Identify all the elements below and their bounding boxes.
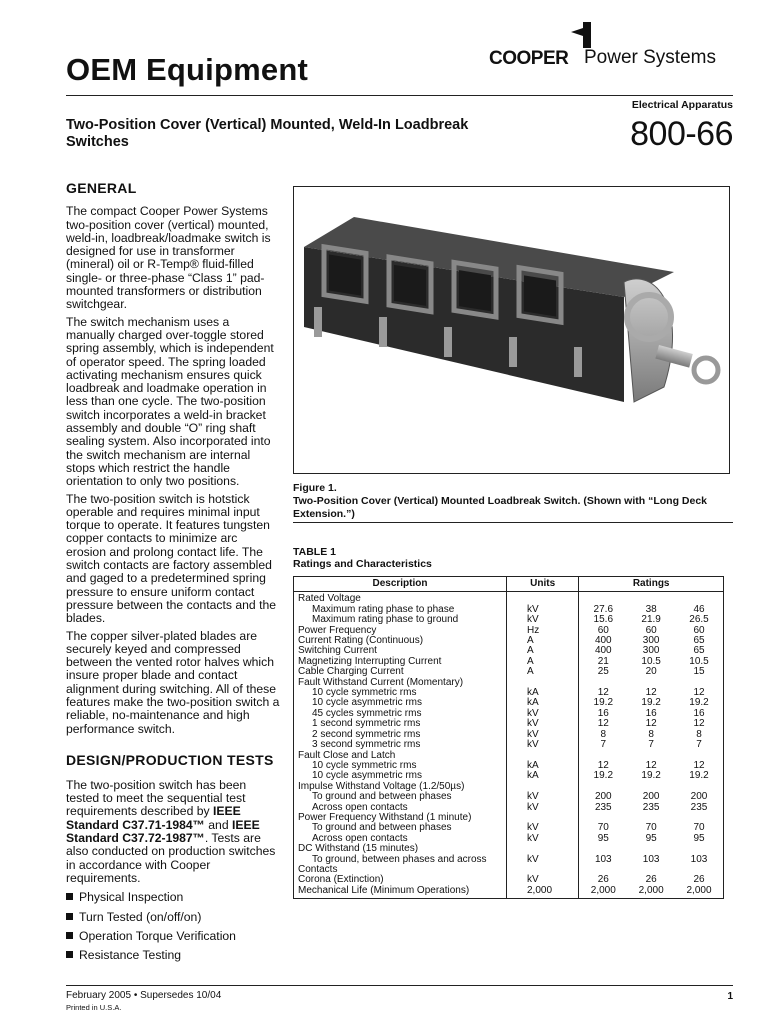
cell-description: Power Frequency [294,626,507,636]
cell-rating-3: 65 [693,635,705,647]
list-item [66,911,280,924]
cell-rating-2: 19.2 [641,770,661,782]
cell-description: To ground, between phases and across [294,855,507,865]
cell-rating-3: 60 [693,624,705,636]
cell-rating-3: 16 [693,707,705,719]
cell-description: To ground and between phases [294,792,507,802]
cell-rating-3: 235 [690,801,708,813]
cell-rating-2: 16 [645,707,657,719]
cell-rating-1: 26 [597,874,609,886]
cell-description: Fault Close and Latch [294,751,507,761]
figure-photo [293,186,730,474]
cell-rating-3: 12 [693,759,705,771]
column-header-description: Description [294,577,507,592]
table-title [293,546,432,570]
cell-units [507,782,579,792]
cell-rating-3: 2,000 [686,884,712,896]
category-label: Electrical Apparatus [631,99,733,111]
cell-rating-2: 103 [642,853,660,865]
cell-rating-2: 12 [645,718,657,730]
ieee-standard-2: IEEE Standard C37.72-1987™ [66,817,260,846]
cell-rating-2: 20 [645,666,657,678]
cell-description: To ground and between phases [294,823,507,833]
cell-description: Fault Withstand Current (Momentary) [294,678,507,688]
cell-rating-3: 7 [696,739,702,751]
cell-description: 10 cycle asymmetric rms [294,771,507,781]
test-list [66,891,280,962]
list-item-label: Physical Inspection [79,890,184,905]
page-number: 1 [727,991,733,1002]
figure-description: Two-Position Cover (Vertical) Mounted Loadbreak Switch. (Shown with “Long Deck Extension.”) [293,495,708,520]
cell-units: kV [507,823,579,833]
cell-units: A [507,667,579,677]
cell-rating-1 [579,592,627,605]
cell-description: Magnetizing Interrupting Current [294,657,507,667]
square-bullet-icon [66,951,73,958]
cell-units: kV [507,615,579,625]
cell-units [507,865,579,875]
cell-description: Current Rating (Continuous) [294,636,507,646]
cell-rating-3: 70 [693,822,705,834]
footer-printed: Printed in U.S.A. [66,1003,122,1012]
cell-rating-3: 200 [690,791,708,803]
cell-rating-1: 16 [597,707,609,719]
logo-power-systems-text: Power Systems [584,47,716,68]
cell-rating-2: 12 [645,759,657,771]
table-header-row [294,577,724,592]
list-item [66,891,280,904]
cell-rating-1: 27.6 [593,603,614,615]
table-row [294,886,724,899]
cell-units: kA [507,698,579,708]
cell-rating-2: 12 [645,687,657,699]
footer-date: February 2005 • Supersedes 10/04 [66,990,222,1001]
cell-rating-2: 21.9 [641,614,661,626]
cell-units: kV [507,803,579,813]
cell-units [507,813,579,823]
cell-rating-1: 95 [597,832,609,844]
cell-units: kV [507,719,579,729]
table-row [294,855,724,865]
logo-cooper-text: COOPER [489,48,569,69]
cell-rating-1: 25 [597,666,609,678]
cell-rating-1: 12 [597,718,609,730]
cell-units: kV [507,605,579,615]
cell-units: kV [507,709,579,719]
cell-description: 45 cycles symmetric rms [294,709,507,719]
cell-rating-3: 103 [690,853,708,865]
cell-rating-1: 400 [594,635,612,647]
cell-rating-2: 7 [648,739,654,751]
cell-rating-3: 26 [693,874,705,886]
figure-caption [293,482,733,521]
cell-description: Corona (Extinction) [294,875,507,885]
cell-rating-2: 8 [648,728,654,740]
footer-info [66,991,221,1013]
cell-rating-3: 15 [693,666,705,678]
cell-rating-3: 10.5 [689,655,709,667]
table-caption: Ratings and Characteristics [293,558,432,570]
cell-rating-3: 8 [696,728,702,740]
cell-description: Switching Current [294,646,507,656]
cell-rating-1: 15.6 [593,614,614,626]
ieee-standard-1: IEEE Standard C37.71-1984™ [66,804,241,832]
cell-units: kV [507,834,579,844]
cell-units [507,678,579,688]
square-bullet-icon [66,893,73,900]
cell-rating-2: 300 [642,645,660,657]
cell-units [507,751,579,761]
cell-rating-3: 26.5 [689,614,709,626]
list-item-label: Operation Torque Verification [79,928,236,943]
cell-rating-3: 65 [693,645,705,657]
cell-rating-2: 235 [642,801,660,813]
cell-rating-3 [675,844,724,854]
document-number: 800-66 [630,115,733,153]
cell-rating-2: 38 [645,603,657,615]
cell-units [507,844,579,854]
cell-description: Across open contacts [294,834,507,844]
list-item [66,949,280,962]
cell-units: A [507,636,579,646]
footer-divider [66,985,733,986]
table-number: TABLE 1 [293,546,336,558]
square-bullet-icon [66,913,73,920]
figure-label: Figure 1. [293,482,337,494]
cell-rating-1: 103 [594,853,612,865]
cell-units: Hz [507,626,579,636]
cell-rating-1: 400 [594,645,612,657]
cell-units: A [507,657,579,667]
cell-rating-3 [675,592,724,605]
cell-units: kA [507,771,579,781]
column-header-ratings: Ratings [579,577,724,592]
list-item-label: Resistance Testing [79,948,182,963]
cell-rating-1: 70 [597,822,609,834]
design-heading: DESIGN/PRODUCTION TESTS [66,751,274,768]
cell-description: Cable Charging Current [294,667,507,677]
cell-rating-1 [579,844,627,854]
cell-rating-2 [627,844,675,854]
design-text-and: and [204,817,232,832]
cell-rating-2: 300 [642,635,660,647]
cell-units: kV [507,875,579,885]
cell-description: 10 cycle symmetric rms [294,688,507,698]
cell-rating-2 [627,592,675,605]
cell-rating-1: 12 [597,687,609,699]
general-paragraph-3: The two-position switch is hotstick operable and requires minimal input torque to operate. It features tungsten copper contacts to minimize arc erosion and prolong contact life. The switch contacts are factory assembled and gaged to a predetermined spring pressure to ensure uniform contact pressure between the contacts and the blades. [66,491,277,626]
ratings-table [293,576,724,899]
cell-description: Power Frequency Withstand (1 minute) [294,813,507,823]
cell-units: 2,000 [507,886,579,899]
cell-rating-2: 70 [645,822,657,834]
general-paragraph-4: The copper silver-plated blades are securely keyed and compressed between the vented rotor halves which insure proper blade and contact alignment during switching. All of these features make the two-position switch a reliable, no-maintenance and high performance switch. [66,628,280,736]
cell-description: 1 second symmetric rms [294,719,507,729]
cell-rating-1: 8 [600,728,607,740]
cell-rating-3: 46 [693,603,705,615]
cell-rating-1: 200 [594,791,612,803]
cell-rating-2: 2,000 [638,884,664,896]
cell-rating-1: 235 [594,801,612,813]
cell-rating-1: 19.2 [593,697,614,709]
cell-rating-2: 10.5 [641,655,661,667]
cell-rating-2: 26 [645,874,657,886]
cell-units: kV [507,792,579,802]
cell-description: 10 cycle asymmetric rms [294,698,507,708]
cell-units [507,592,579,605]
cell-description: 2 second symmetric rms [294,730,507,740]
cell-description: Across open contacts [294,803,507,813]
cell-units: kV [507,855,579,865]
cell-rating-2: 200 [642,791,660,803]
table-row [294,844,724,854]
table-row [294,740,724,750]
cell-rating-2: 60 [645,624,657,636]
left-column [66,182,280,968]
cell-rating-1: 60 [597,624,609,636]
table-row [294,592,724,605]
cell-rating-3: 12 [693,718,705,730]
document-subtitle: Two-Position Cover (Vertical) Mounted, Weld-In Loadbreak Switches [66,117,469,150]
cell-rating-1: 21 [597,655,609,667]
cell-rating-3: 12 [693,687,705,699]
cell-description: DC Withstand (15 minutes) [294,844,507,854]
square-bullet-icon [66,932,73,939]
loadbreak-switch-illustration [294,187,729,473]
cell-rating-3: 19.2 [689,697,709,709]
cell-rating-1: 2,000 [590,884,616,896]
list-item [66,930,280,943]
cell-description: Maximum rating phase to ground [294,615,507,625]
cell-rating-1: 12 [597,759,609,771]
ratings-table-body [294,592,724,899]
general-heading: GENERAL [66,180,137,196]
cell-description: Maximum rating phase to phase [294,605,507,615]
cell-rating-1: 7 [600,739,607,751]
cell-description: 3 second symmetric rms [294,740,507,750]
cell-description: Mechanical Life (Minimum Operations) [294,886,507,899]
cell-units: A [507,646,579,656]
cell-rating-3: 95 [693,832,705,844]
cell-rating-2: 95 [645,832,657,844]
cell-description: Impulse Withstand Voltage (1.2/50µs) [294,782,507,792]
cooper-logo-icon [561,22,601,48]
cell-units: kV [507,730,579,740]
cell-description: Contacts [294,865,507,875]
figure-divider [293,522,733,523]
cell-units: kA [507,688,579,698]
cell-units: kV [507,740,579,750]
column-header-units: Units [507,577,579,592]
design-paragraph [66,779,280,885]
general-paragraph-2: The switch mechanism uses a manually charged over-toggle stored spring assembly, which is independent of operator speed. The spring loaded activating mechanism ensures quick loadbreak and loadmake operation in less than one cycle. The two-position switch incorporates a weld-in bracket assembly and double “O” ring shaft sealing system. Also incorporated into the switch mechanism are internal stops which restrict the handle orientation to only two positions. [66,314,274,489]
cell-rating-1: 19.2 [593,770,614,782]
cell-description: 10 cycle symmetric rms [294,761,507,771]
cell-rating-3: 19.2 [689,770,709,782]
cell-units: kA [507,761,579,771]
design-text-end: . Tests are also conducted on production switches in accordance with Cooper requirements. [66,831,276,885]
header-divider [66,95,733,96]
cooper-logo [489,22,734,72]
cell-rating-2: 19.2 [641,697,661,709]
page-title: OEM Equipment [66,52,308,87]
general-paragraph-1: The compact Cooper Power Systems two-position cover (vertical) mounted, weld-in, loadbreak/loadmake switch is designed for use in transformer (mineral) oil or R-Temp® fluid-filled single- or three-phase “Class 1” pad-mounted transformers or distribution switchgear. [66,204,271,312]
list-item-label: Turn Tested (on/off/on) [79,909,202,924]
cell-description: Rated Voltage [294,592,507,605]
table-row [294,792,724,802]
design-text-start: The two-position switch has been tested to meet the sequential test requirements described by [66,777,247,819]
